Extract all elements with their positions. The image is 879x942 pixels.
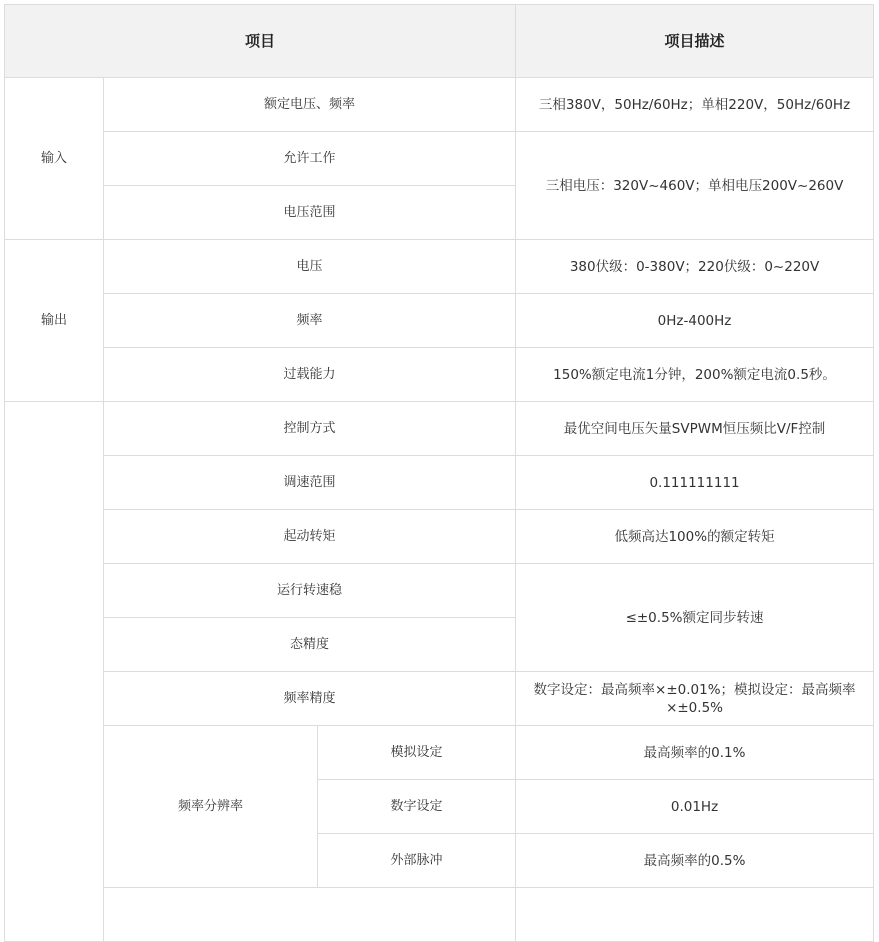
table-row <box>5 510 874 564</box>
label-frequency-accuracy: 频率精度 <box>104 672 516 726</box>
value-starting-torque: 低频高达100%的额定转矩 <box>516 510 874 564</box>
label-speed-range: 调速范围 <box>104 456 516 510</box>
value-frequency-accuracy: 数字设定：最高频率×±0.01%；模拟设定：最高频率×±0.5% <box>516 672 874 726</box>
label-overload: 过载能力 <box>104 348 516 402</box>
table-row <box>5 402 874 456</box>
value-digital-setting: 0.01Hz <box>516 780 874 834</box>
value-external-pulse: 最高频率的0.5% <box>516 834 874 888</box>
label-analog-setting: 模拟设定 <box>318 726 516 780</box>
table-row <box>5 240 874 294</box>
label-rated: 额定电压、频率 <box>104 78 516 132</box>
value-rated: 三相380V，50Hz/60Hz；单相220V，50Hz/60Hz <box>516 78 874 132</box>
value-speed-range: 0.111111111 <box>516 456 874 510</box>
table-row <box>5 132 874 186</box>
table-row <box>5 348 874 402</box>
empty-cell <box>516 888 874 942</box>
empty-cell <box>104 888 516 942</box>
label-output-voltage: 电压 <box>104 240 516 294</box>
label-digital-setting: 数字设定 <box>318 780 516 834</box>
table-row <box>5 888 874 942</box>
label-speed-stability: 运行转速稳 <box>104 564 516 618</box>
spec-table <box>4 4 874 942</box>
header-description: 项目描述 <box>516 5 874 78</box>
table-row <box>5 78 874 132</box>
header-item: 项目 <box>5 5 516 78</box>
value-control-method: 最优空间电压矢量SVPWM恒压频比V/F控制 <box>516 402 874 456</box>
table-row <box>5 294 874 348</box>
table-row <box>5 456 874 510</box>
label-external-pulse: 外部脉冲 <box>318 834 516 888</box>
value-output-frequency: 0Hz-400Hz <box>516 294 874 348</box>
label-frequency-resolution: 频率分辨率 <box>104 726 318 888</box>
value-voltage-range: 三相电压：320V~460V；单相电压200V~260V <box>516 132 874 240</box>
label-control-method: 控制方式 <box>104 402 516 456</box>
value-analog-setting: 最高频率的0.1% <box>516 726 874 780</box>
header-row <box>5 5 874 78</box>
label-starting-torque: 起动转矩 <box>104 510 516 564</box>
label-state-accuracy: 态精度 <box>104 618 516 672</box>
table-row <box>5 726 874 780</box>
table-row <box>5 672 874 726</box>
value-overload: 150%额定电流1分钟，200%额定电流0.5秒。 <box>516 348 874 402</box>
label-output-frequency: 频率 <box>104 294 516 348</box>
value-speed-stability: ≤±0.5%额定同步转速 <box>516 564 874 672</box>
table-row <box>5 564 874 618</box>
group-output: 输出 <box>5 240 104 402</box>
group-input: 输入 <box>5 78 104 240</box>
group-control <box>5 402 104 942</box>
label-allowed: 允许工作 <box>104 132 516 186</box>
label-voltage-range: 电压范围 <box>104 186 516 240</box>
value-output-voltage: 380伏级：0-380V；220伏级：0~220V <box>516 240 874 294</box>
